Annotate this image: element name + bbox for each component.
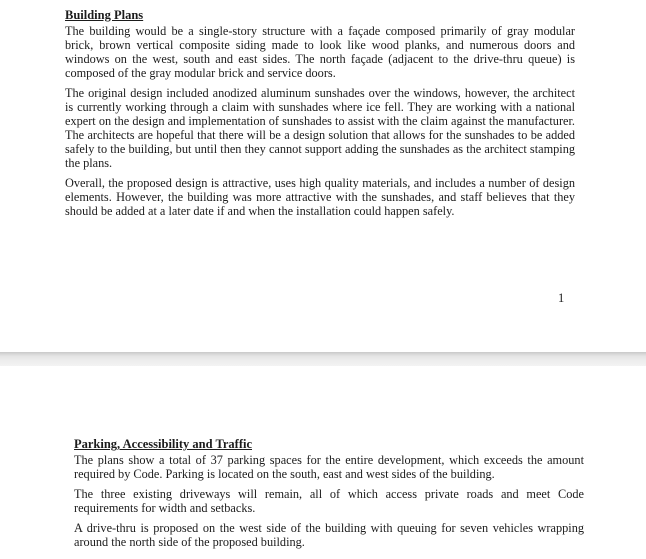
section-heading: Parking, Accessibility and Traffic [74, 437, 253, 451]
paragraph: A drive-thru is proposed on the west side of the building with queuing for seven vehicles wrapping around the north side of the proposed building. [74, 521, 584, 549]
paragraph: The plans show a total of 37 parking spaces for the entire development, which exceeds the amount required by Code. Parking is located on the south, east and west sides of the building. [74, 453, 584, 481]
paragraph: Overall, the proposed design is attractive, uses high quality materials, and includes a number of design elements. However, the building was more attractive with the sunshades, and staff believes that they should be added at a later date if and when the installation could happen safely. [65, 176, 575, 218]
paragraph: The three existing driveways will remain, all of which access private roads and meet Code requirements for width and setbacks. [74, 487, 584, 515]
building-plans-section [65, 8, 575, 224]
section-heading: Building Plans [65, 8, 144, 22]
page-number: 1 [558, 291, 565, 305]
parking-section [74, 437, 584, 555]
paragraph: The original design included anodized aluminum sunshades over the windows, however, the architect is currently working through a claim with sunshades where ice fell. They are working with a national expert on the design and implementation of sunshades to assist with the claim against the manufacturer. The architects are hopeful that there will be a design solution that allows for the sunshades to be added safely to the building, but until then they cannot support adding the sunshades as the architect stamping the plans. [65, 86, 575, 170]
page-separator [0, 352, 646, 366]
paragraph: The building would be a single-story structure with a façade composed primarily of gray modular brick, brown vertical composite siding made to look like wood planks, and numerous doors and windows on the west, south and east sides. The north façade (adjacent to the drive-thru queue) is composed of the gray modular brick and service doors. [65, 24, 575, 80]
